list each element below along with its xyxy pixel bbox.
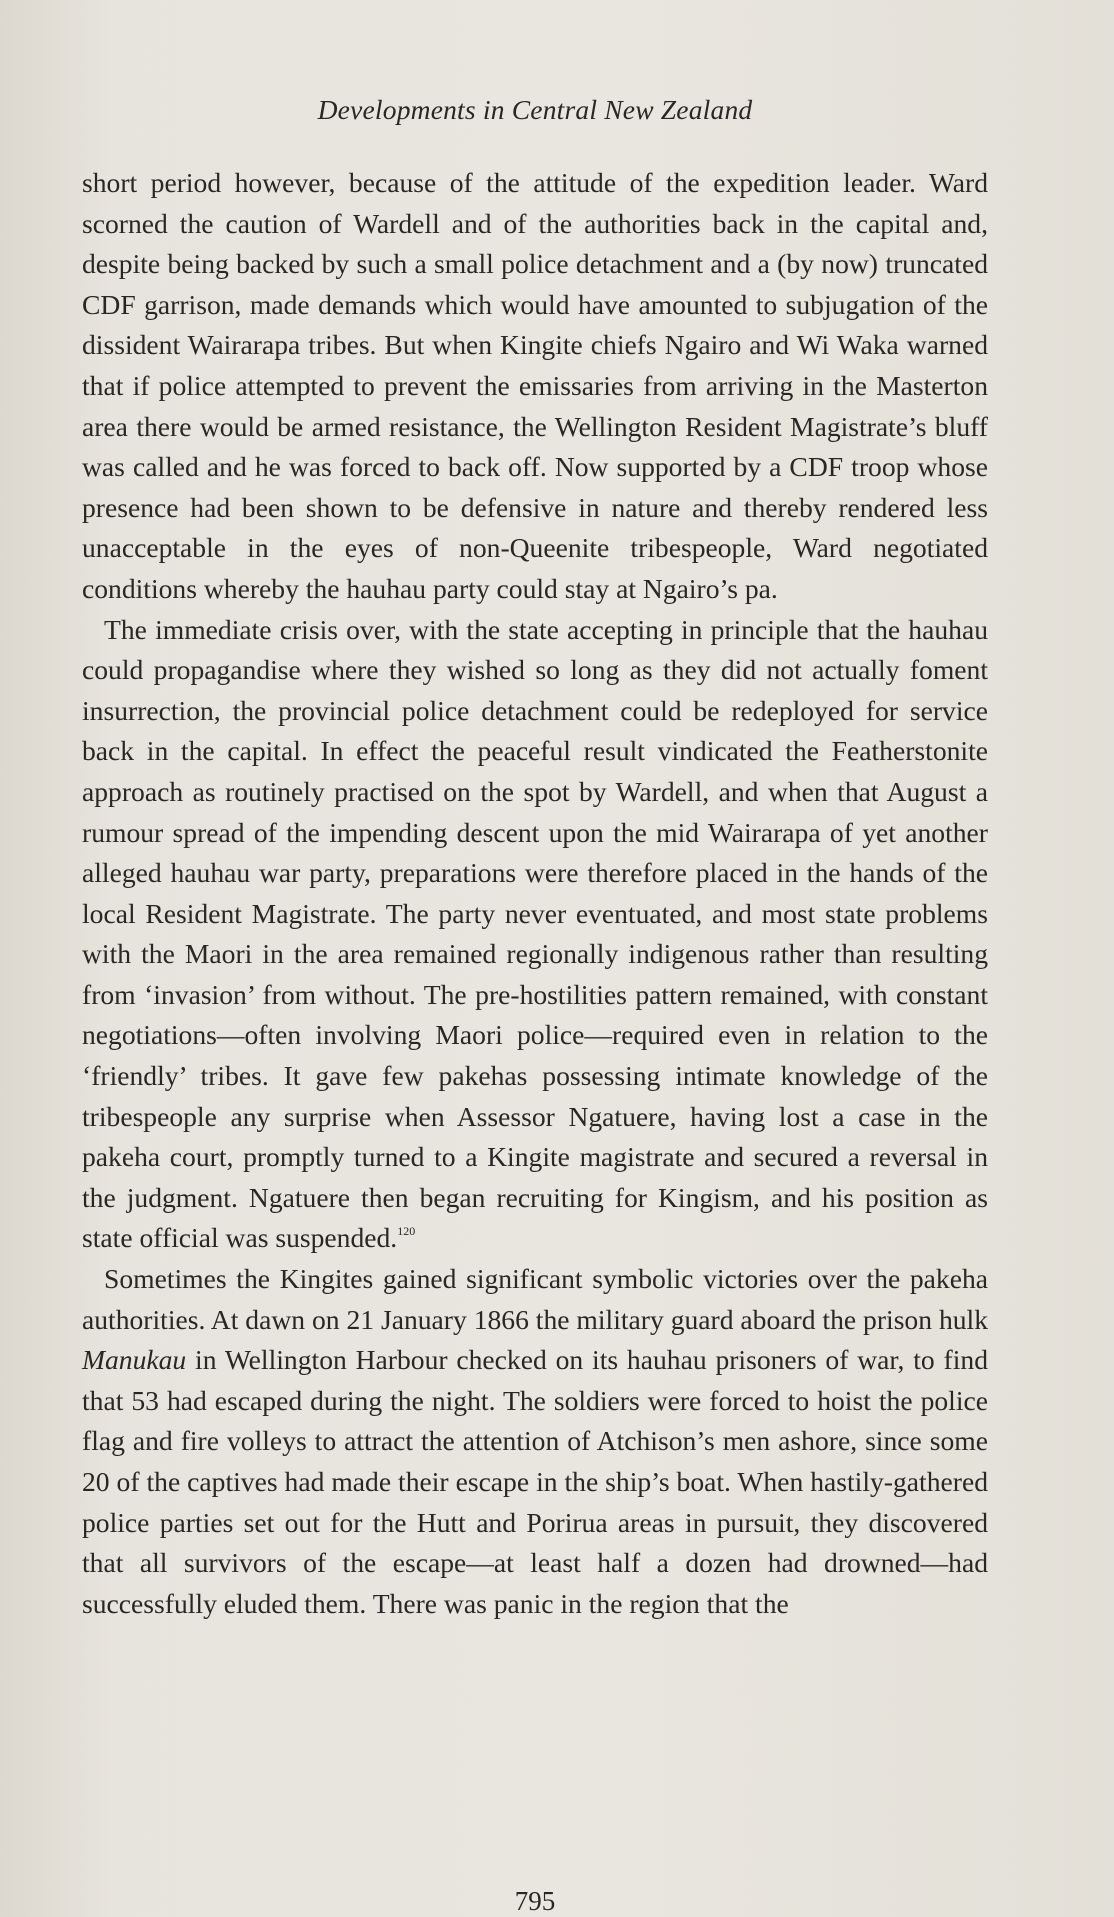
- running-head: Developments in Central New Zealand: [317, 94, 753, 125]
- paragraph-3-text-b: in Wellington Harbour checked on its hauhau prisoners of war, to find that 53 had escaped during the night. The soldiers were forced to hoist the police flag and fire volleys to attract the attention of Atchison’s men ashore, since some 20 of the captives had made their escape in the ship’s boat. When hastily-gathered police parties set out for the Hutt and Porirua areas in pursuit, they discovered that all survivors of the escape—at least half a dozen had drowned—had successfully eluded them. There was panic in the region that the: [82, 1344, 988, 1619]
- paragraph-2-text: The immediate crisis over, with the state accepting in principle that the hauhau could propagandise where they wished so long as they did not actually foment insurrection, the provincial police detachment could be redeployed for service back in the capital. In effect the peaceful result vindicated the Featherstonite approach as routinely practised on the spot by Wardell, and when that August a rumour spread of the impending descent upon the mid Wairarapa of yet another alleged hauhau war party, preparations were therefore placed in the hands of the local Resident Magistrate. The party never eventuated, and most state problems with the Maori in the area remained regionally indigenous rather than resulting from ‘invasion’ from without. The pre-hostilities pattern remained, with constant negotiations—often involving Maori police—required even in relation to the ‘friendly’ tribes. It gave few pakehas possessing intimate knowledge of the tribespeople any surprise when Assessor Ngatuere, having lost a case in the pakeha court, promptly turned to a Kingite magistrate and secured a reversal in the judgment. Ngatuere then began recruiting for Kingism, and his position as state official was suspended.: [82, 613, 988, 1254]
- footnote-marker: 120: [397, 1224, 416, 1239]
- ship-name: Manukau: [82, 1344, 187, 1376]
- book-page: [82, 0, 988, 1916]
- paragraph-3: [82, 1259, 988, 1624]
- paragraph-1: short period however, because of the attitude of the expedition leader. Ward scorned the caution of Wardell and of the authorities back in the capital and, despite being backed by such a small police detachment and a (by now) truncated CDF garrison, made demands which would have amounted to subjugation of the dissident Wairarapa tribes. But when Kingite chiefs Ngairo and Wi Waka warned that if police attempted to prevent the emissaries from arriving in the Masterton area there would be armed resistance, the Wellington Resident Magistrate’s bluff was called and he was forced to back off. Now supported by a CDF troop whose presence had been shown to be defensive in nature and thereby rendered less unacceptable in the eyes of non-Queenite tribespeople, Ward negotiated conditions whereby the hauhau party could stay at Ngairo’s pa.: [82, 167, 988, 604]
- page-number: 795: [514, 1886, 556, 1916]
- paragraph-3-text-a: Sometimes the Kingites gained significant symbolic victories over the pakeha authorities. At dawn on 21 January 1866 the military guard aboard the prison hulk: [82, 1263, 988, 1335]
- body-text: [82, 163, 988, 1624]
- paragraph-2: [82, 610, 988, 1260]
